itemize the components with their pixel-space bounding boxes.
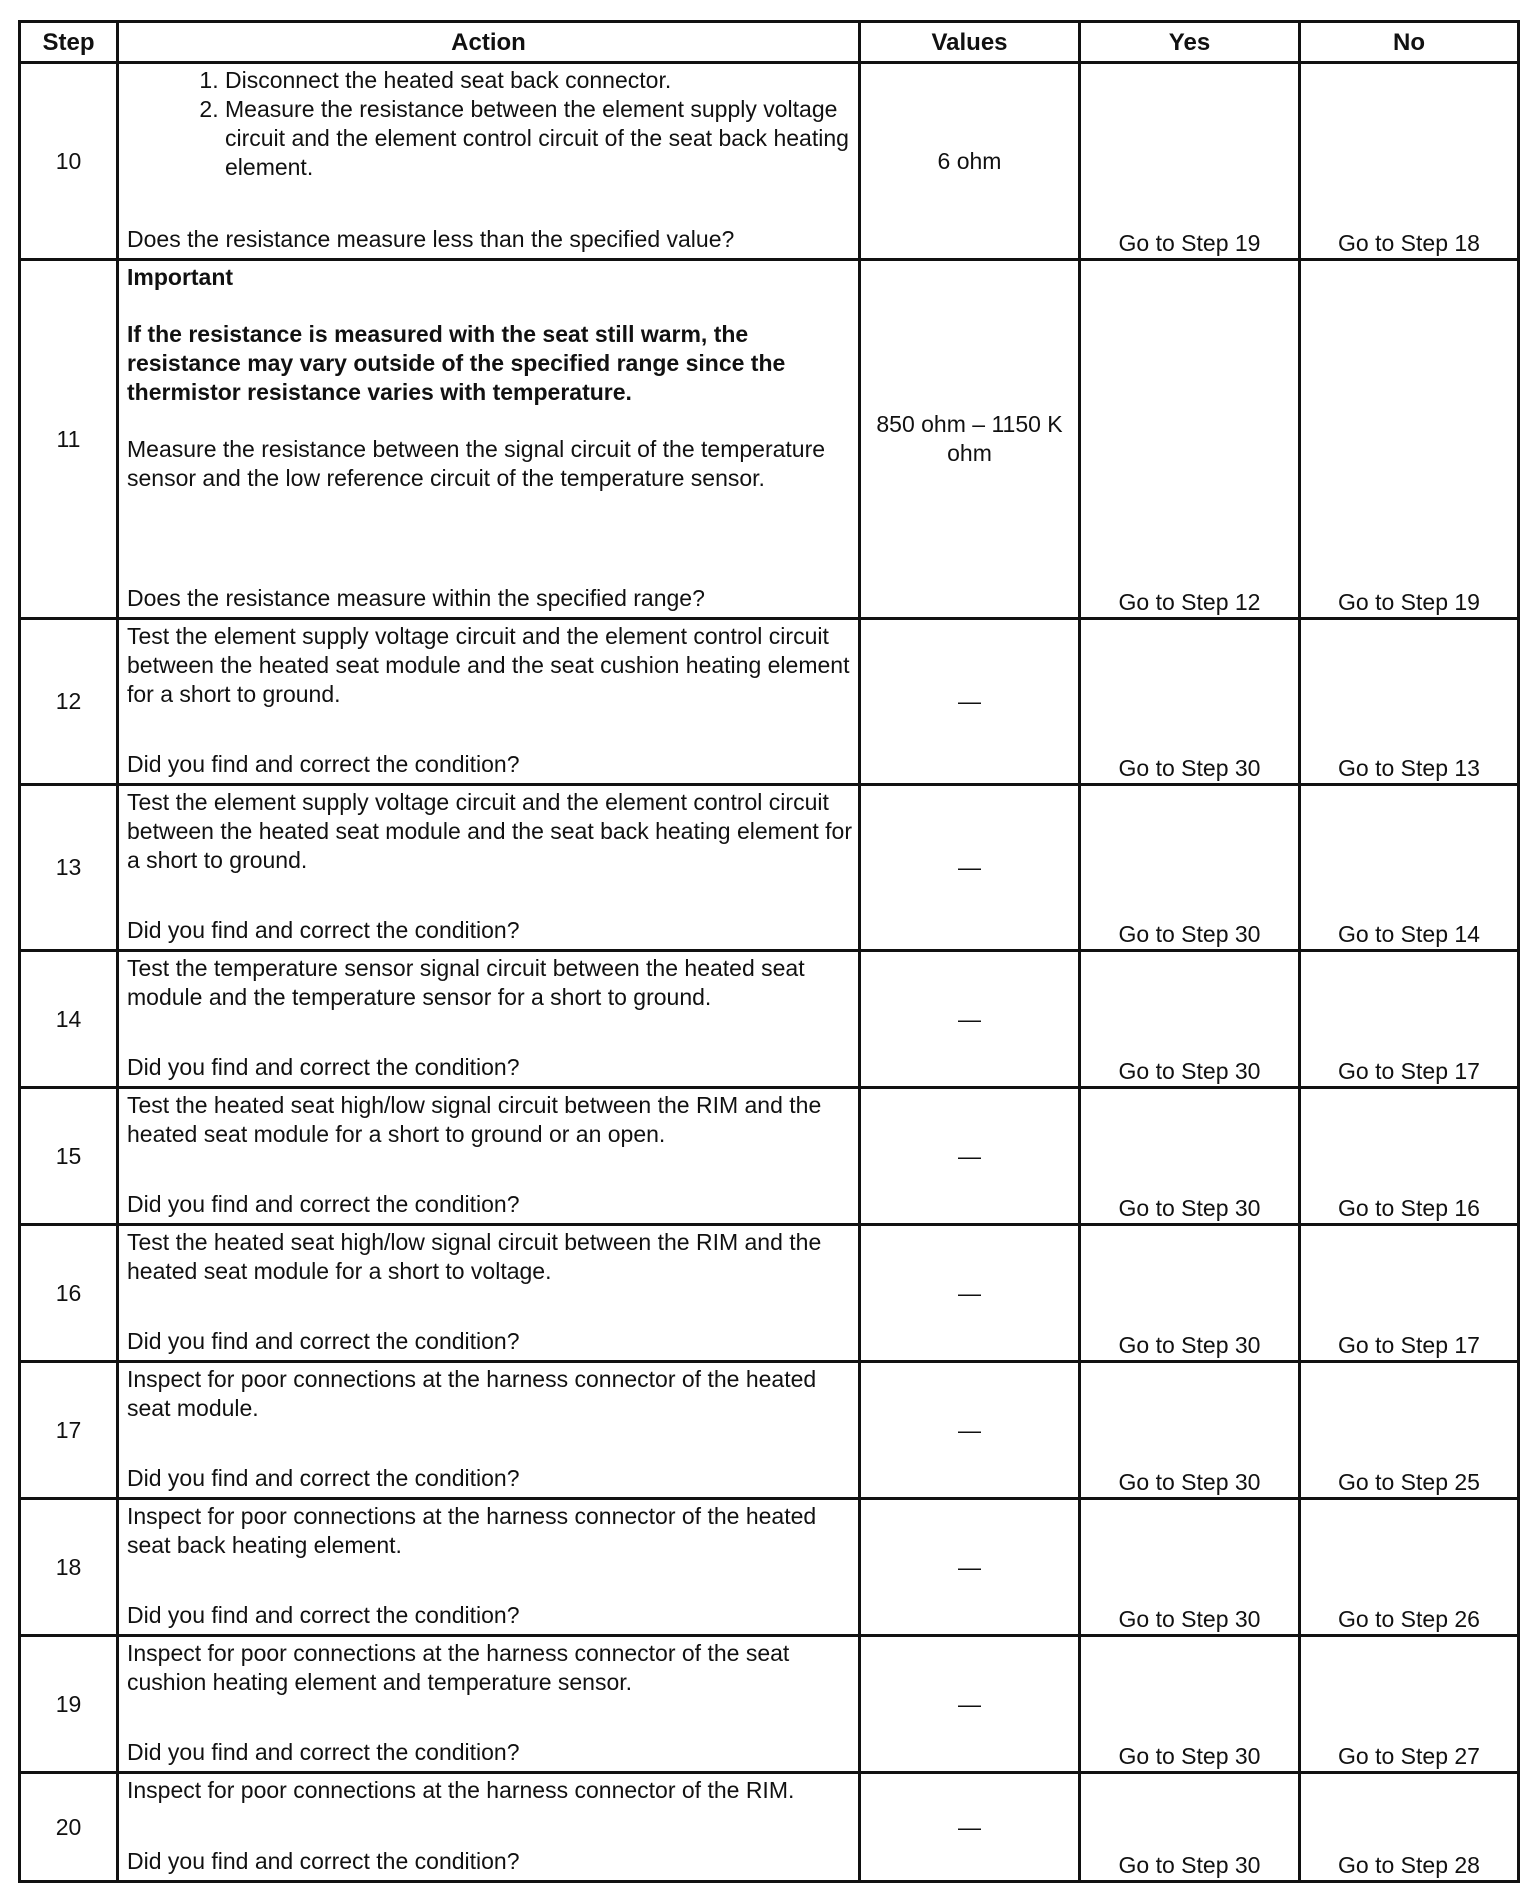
value-cell: — bbox=[860, 951, 1080, 1088]
yes-cell: Go to Step 30 bbox=[1080, 1362, 1300, 1499]
header-action: Action bbox=[118, 22, 860, 63]
value-cell: — bbox=[860, 1362, 1080, 1499]
action-question: Did you find and correct the condition? bbox=[127, 1328, 520, 1354]
action-cell bbox=[118, 260, 860, 619]
step-number: 12 bbox=[20, 619, 118, 785]
no-cell: Go to Step 19 bbox=[1300, 260, 1519, 619]
table-row bbox=[20, 1088, 1519, 1225]
action-question: Did you find and correct the condition? bbox=[127, 1848, 520, 1874]
table-row bbox=[20, 1636, 1519, 1773]
value-cell: — bbox=[860, 1636, 1080, 1773]
value-cell: — bbox=[860, 1088, 1080, 1225]
no-cell: Go to Step 28 bbox=[1300, 1773, 1519, 1882]
action-text: Test the element supply voltage circuit and the element control circuit between the heated seat module and the seat cushion heating element for a short to ground. bbox=[127, 623, 850, 707]
step-number: 14 bbox=[20, 951, 118, 1088]
action-cell bbox=[118, 619, 860, 785]
yes-cell: Go to Step 12 bbox=[1080, 260, 1300, 619]
action-text: Inspect for poor connections at the harness connector of the heated seat back heating element. bbox=[127, 1503, 817, 1558]
yes-cell: Go to Step 19 bbox=[1080, 63, 1300, 260]
action-cell bbox=[118, 1499, 860, 1636]
step-number: 18 bbox=[20, 1499, 118, 1636]
action-steps-list bbox=[127, 66, 852, 182]
no-cell: Go to Step 26 bbox=[1300, 1499, 1519, 1636]
action-cell bbox=[118, 1362, 860, 1499]
step-number: 10 bbox=[20, 63, 118, 260]
value-cell: — bbox=[860, 1773, 1080, 1882]
step-number: 17 bbox=[20, 1362, 118, 1499]
action-cell bbox=[118, 785, 860, 951]
no-cell: Go to Step 16 bbox=[1300, 1088, 1519, 1225]
important-heading: Important bbox=[127, 264, 234, 290]
header-yes: Yes bbox=[1080, 22, 1300, 63]
yes-cell: Go to Step 30 bbox=[1080, 951, 1300, 1088]
no-cell: Go to Step 18 bbox=[1300, 63, 1519, 260]
step-number: 20 bbox=[20, 1773, 118, 1882]
action-step: 1. Disconnect the heated seat back connector. bbox=[225, 66, 852, 95]
no-cell: Go to Step 27 bbox=[1300, 1636, 1519, 1773]
table-row bbox=[20, 951, 1519, 1088]
action-text: Test the heated seat high/low signal circuit between the RIM and the heated seat module for a short to ground or an open. bbox=[127, 1092, 822, 1147]
action-question: Did you find and correct the condition? bbox=[127, 1054, 520, 1080]
table-row bbox=[20, 260, 1519, 619]
action-text: Inspect for poor connections at the harness connector of the heated seat module. bbox=[127, 1366, 817, 1421]
header-no: No bbox=[1300, 22, 1519, 63]
table-row bbox=[20, 785, 1519, 951]
action-text: Test the element supply voltage circuit and the element control circuit between the heated seat module and the seat back heating element for a short to ground. bbox=[127, 789, 853, 873]
yes-cell: Go to Step 30 bbox=[1080, 785, 1300, 951]
table-row bbox=[20, 63, 1519, 260]
table-row bbox=[20, 1225, 1519, 1362]
header-step: Step bbox=[20, 22, 118, 63]
action-cell bbox=[118, 1088, 860, 1225]
action-cell bbox=[118, 1225, 860, 1362]
action-text: Inspect for poor connections at the harness connector of the seat cushion heating element and temperature sensor. bbox=[127, 1640, 790, 1695]
action-cell bbox=[118, 1636, 860, 1773]
diagnostic-table bbox=[18, 20, 1520, 1883]
value-cell: — bbox=[860, 1499, 1080, 1636]
action-cell bbox=[118, 951, 860, 1088]
action-step: 2. Measure the resistance between the element supply voltage circuit and the element control circuit of the seat back heating element. bbox=[225, 95, 852, 182]
action-text: Test the heated seat high/low signal circuit between the RIM and the heated seat module for a short to voltage. bbox=[127, 1229, 822, 1284]
yes-cell: Go to Step 30 bbox=[1080, 1499, 1300, 1636]
action-question: Did you find and correct the condition? bbox=[127, 1465, 520, 1491]
yes-cell: Go to Step 30 bbox=[1080, 1088, 1300, 1225]
action-text: Measure the resistance between the signal circuit of the temperature sensor and the low reference circuit of the temperature sensor. bbox=[127, 436, 826, 491]
action-question: Did you find and correct the condition? bbox=[127, 1739, 520, 1765]
value-cell: 6 ohm bbox=[860, 63, 1080, 260]
action-cell bbox=[118, 1773, 860, 1882]
action-text: Test the temperature sensor signal circuit between the heated seat module and the temperature sensor for a short to ground. bbox=[127, 955, 805, 1010]
action-question: Did you find and correct the condition? bbox=[127, 1602, 520, 1628]
step-number: 11 bbox=[20, 260, 118, 619]
action-cell bbox=[118, 63, 860, 260]
table-row bbox=[20, 619, 1519, 785]
yes-cell: Go to Step 30 bbox=[1080, 619, 1300, 785]
no-cell: Go to Step 17 bbox=[1300, 1225, 1519, 1362]
table-row bbox=[20, 1362, 1519, 1499]
step-number: 16 bbox=[20, 1225, 118, 1362]
action-question: Did you find and correct the condition? bbox=[127, 1191, 520, 1217]
action-question: Did you find and correct the condition? bbox=[127, 751, 520, 777]
value-cell: — bbox=[860, 1225, 1080, 1362]
no-cell: Go to Step 25 bbox=[1300, 1362, 1519, 1499]
value-cell: — bbox=[860, 785, 1080, 951]
header-row bbox=[20, 22, 1519, 63]
yes-cell: Go to Step 30 bbox=[1080, 1636, 1300, 1773]
table-row bbox=[20, 1499, 1519, 1636]
action-question: Does the resistance measure within the specified range? bbox=[127, 585, 705, 611]
action-question: Did you find and correct the condition? bbox=[127, 917, 520, 943]
yes-cell: Go to Step 30 bbox=[1080, 1225, 1300, 1362]
no-cell: Go to Step 17 bbox=[1300, 951, 1519, 1088]
no-cell: Go to Step 14 bbox=[1300, 785, 1519, 951]
value-cell: 850 ohm – 1150 K ohm bbox=[860, 260, 1080, 619]
header-values: Values bbox=[860, 22, 1080, 63]
important-note: If the resistance is measured with the seat still warm, the resistance may vary outside of the specified range since the thermistor resistance varies with temperature. bbox=[127, 321, 786, 405]
action-question: Does the resistance measure less than the specified value? bbox=[127, 226, 735, 252]
no-cell: Go to Step 13 bbox=[1300, 619, 1519, 785]
action-text: Inspect for poor connections at the harness connector of the RIM. bbox=[127, 1777, 795, 1803]
step-number: 13 bbox=[20, 785, 118, 951]
table-row bbox=[20, 1773, 1519, 1882]
step-number: 19 bbox=[20, 1636, 118, 1773]
value-cell: — bbox=[860, 619, 1080, 785]
yes-cell: Go to Step 30 bbox=[1080, 1773, 1300, 1882]
step-number: 15 bbox=[20, 1088, 118, 1225]
